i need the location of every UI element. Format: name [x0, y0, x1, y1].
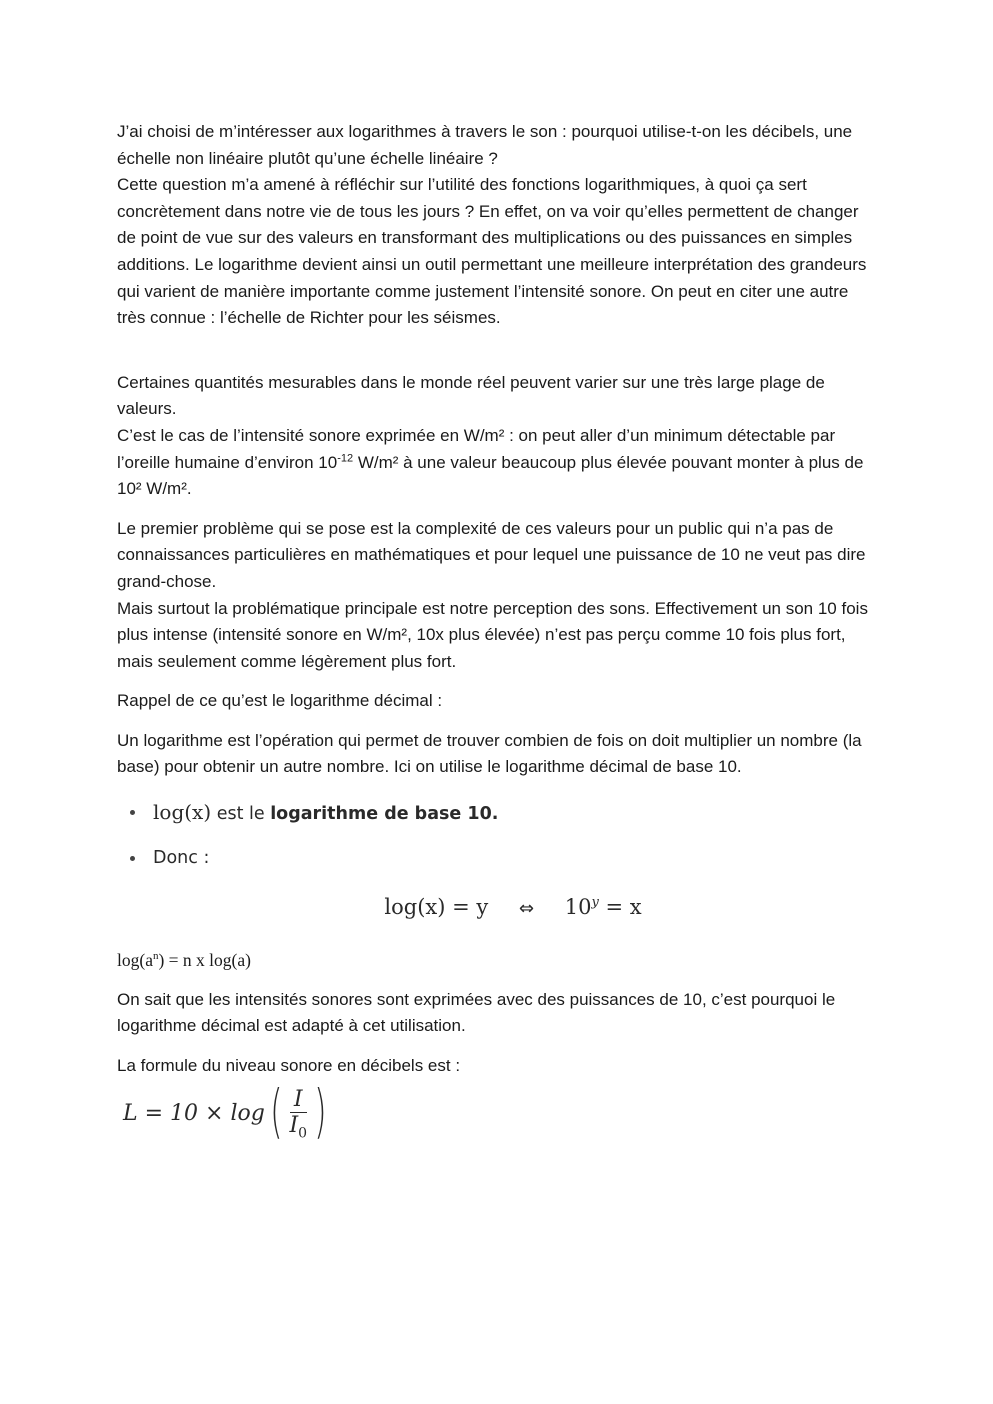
denominator-subscript: 0 [298, 1125, 308, 1142]
intro-paragraph-2: Cette question m’a amené à réfléchir sur l’utilité des fonctions logarithmiques, à quoi ça sert concrètement dans notre vie de tous les jours ? En effet, on va voir qu’elles permettent de changer de point de vue sur des valeurs en transformant des multiplications ou des puissances en simples additions. Le logarithme devient ainsi un outil permettant une meilleure interprétation des grandeurs qui varient de manière importante comme justement l’intensité sonore. On peut en citer une autre très connue : l’échelle de Richter pour les séismes. [117, 175, 867, 328]
equivalence-rest: = x [598, 895, 642, 920]
range-paragraph-2 [117, 423, 879, 503]
math-list-item-base10 [117, 789, 879, 835]
left-paren: ( [269, 1077, 283, 1146]
equivalence-left: log(x) = y [384, 895, 489, 920]
math-definition-list [117, 789, 879, 881]
decibel-formula [117, 1079, 879, 1149]
fraction-numerator: I [290, 1087, 307, 1113]
intensity-fraction [285, 1087, 311, 1142]
spacer [117, 675, 879, 688]
right-paren: ) [314, 1077, 327, 1146]
equivalence-base: 10 [564, 895, 592, 920]
range-exponent: -12 [337, 451, 354, 464]
formula-lhs: L = 10 × log [123, 1101, 265, 1127]
range-paragraph-1: Certaines quantités mesurables dans le monde réel peuvent varier sur une très large plage de valeurs. [117, 372, 825, 419]
problem-paragraph-2: Mais surtout la problématique principale est notre perception des sons. Effectivement un son 10 fois plus intense (intensité sonore en W/m², 10x plus élevée) n’est pas perçu comme 10 fois plus fort, mais seulement comme légèrement plus fort. [117, 598, 868, 671]
spacer [117, 1040, 879, 1053]
math-list-text: est le [211, 804, 271, 825]
log-definition: Un logarithme est l’opération qui permet de trouver combien de fois on doit multiplier un nombre (la base) pour obtenir un autre nombre. Ici on utilise le logarithme décimal de base 10. [117, 730, 862, 777]
math-list-bold-text: logarithme de base 10. [270, 804, 499, 825]
log-x-expression: log(x) [153, 800, 212, 825]
equivalence-equation [117, 881, 879, 933]
range-text-part1: C’est le cas de l’intensité sonore exprimée en W/m² : on peut aller d’un minimum détectable par l’oreille humaine d’environ 10 [117, 425, 836, 472]
intro-paragraph-1: J’ai choisi de m’intéresser aux logarithmes à travers le son : pourquoi utilise-t-on les décibels, une échelle non linéaire plutôt qu’une échelle linéaire ? [117, 122, 853, 168]
math-list-item-donc [117, 835, 879, 881]
log-rule-base: log(a [117, 950, 153, 971]
log-power-rule [117, 947, 879, 974]
denominator-symbol: I [289, 1113, 299, 1139]
log-rule-exponent: n [152, 950, 159, 963]
reminder-title: Rappel de ce qu’est le logarithme décimal : [117, 691, 443, 711]
formula-intro: La formule du niveau sonore en décibels est : [117, 1055, 461, 1075]
math-list-donc-text: Donc : [153, 848, 210, 869]
document-page [117, 119, 879, 1149]
spacer [117, 781, 879, 789]
spacer [117, 332, 879, 370]
problem-paragraph-1: Le premier problème qui se pose est la complexité de ces valeurs pour un public qui n’a pas de connaissances particulières en mathématiques et pour lequel une puissance de 10 ne veut pas dire grand-chose. [117, 518, 866, 591]
spacer [117, 715, 879, 728]
equivalence-arrow-icon: ⇔ [518, 898, 535, 920]
equivalence-exponent: y [591, 895, 599, 911]
equivalence-right [565, 895, 642, 919]
usage-paragraph: On sait que les intensités sonores sont exprimées avec des puissances de 10, c’est pourquoi le logarithme décimal est adapté à cet utilisation. [117, 989, 836, 1036]
spacer [117, 933, 879, 947]
spacer [117, 503, 879, 516]
fraction-denominator [285, 1113, 311, 1141]
range-text-part2: W/m² à une valeur beaucoup plus élevée pouvant monter à plus de 10² W/m². [117, 452, 864, 499]
spacer [117, 974, 879, 987]
log-rule-rest: ) = n x log(a) [158, 950, 251, 971]
